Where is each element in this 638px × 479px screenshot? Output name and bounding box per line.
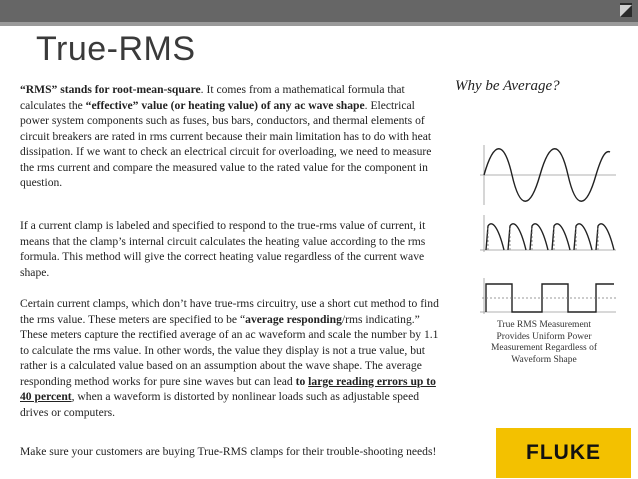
paragraph-1 <box>20 82 444 191</box>
p1-text-2: . Electrical power system components such as fuses, bus bars, conductors, and thermal elements of circuit breakers are rated in rms current because their main limitation has to do with heat dissipation. If we want to check an electrical circuit for overloading, we need to measure the rms current and compare the measured value to the rated value for the component in question. <box>20 98 432 189</box>
p1-bold-1: “RMS” stands for root-mean-square <box>20 83 201 96</box>
fluke-logo <box>496 428 631 478</box>
p3-text-3: , when a waveform is distorted by nonlinear loads such as adjustable speed drives or computers. <box>20 390 420 419</box>
top-bar-stripe <box>0 22 638 26</box>
paragraph-3 <box>20 296 444 420</box>
p2-text: If a current clamp is labeled and specified to respond to the true-rms value of current, it means that the clamp’s internal circuit calculates the heating value according to the rms formula. This method will give the correct heating value regardless of the current wave shape. <box>20 219 426 279</box>
fluke-logo-text: FLUKE <box>504 440 623 466</box>
p3-bold-2: to <box>295 374 309 388</box>
p1-text-1: . It comes from a mathematical formula that calculates the <box>20 83 405 112</box>
sine-wave-graphic <box>480 145 616 205</box>
p3-bold-1: average responding <box>245 312 342 326</box>
p3-text-2: /rms indicating.” These meters capture the rectified average of an ac waveform and scale the number by 1.1 to calculate the rms value. In other words, the value they display is not a true value, but rather is a calculated value based on an assumption about the wave shape. The average responding method works for pure sine waves but can lead <box>20 312 439 388</box>
p4-text: Make sure your customers are buying True-RMS clamps for their trouble-shooting needs! <box>20 445 437 458</box>
slide-title: True-RMS <box>36 30 196 68</box>
p1-bold-2: “effective” value (or heating value) of any ac wave shape <box>85 98 365 112</box>
waveform-figure <box>478 140 618 320</box>
distorted-wave-graphic <box>480 215 616 252</box>
page-corner-icon <box>620 3 632 17</box>
p3-text-1: Certain current clamps, which don’t have true-rms circuitry, use a short cut method to find the rms value. These meters are specified to be “ <box>20 297 439 326</box>
top-bar <box>0 0 638 26</box>
side-heading: Why be Average? <box>455 78 560 94</box>
p3-bold-underline: large reading errors up to 40 percent <box>20 374 436 403</box>
paragraph-2 <box>20 218 444 280</box>
square-wave-graphic <box>480 278 616 314</box>
figure-caption: True RMS Measurement Provides Uniform Power Measurement Regardless of Waveform Shape <box>490 320 598 365</box>
paragraph-4 <box>20 444 444 460</box>
